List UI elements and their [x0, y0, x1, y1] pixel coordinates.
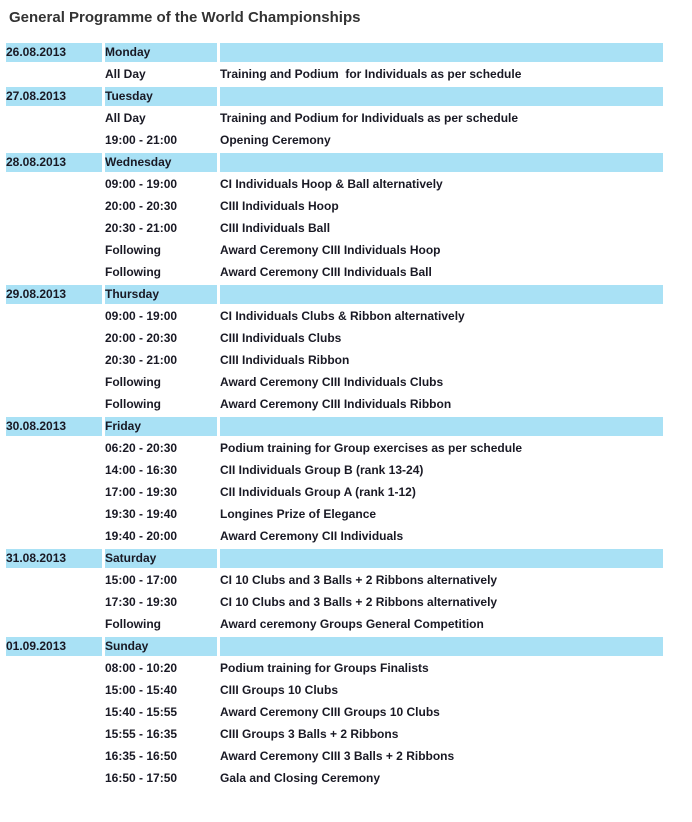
time-cell: 17:30 - 19:30	[105, 595, 178, 609]
event-row	[6, 131, 663, 150]
date-cell: 27.08.2013	[6, 87, 102, 106]
time-cell: All Day	[105, 67, 146, 81]
day-header-row	[6, 285, 663, 304]
event-row	[6, 505, 663, 524]
day-cell: Saturday	[105, 549, 217, 568]
date-cell: 26.08.2013	[6, 43, 102, 62]
empty-date-cell	[6, 747, 102, 766]
day-cell: Monday	[105, 43, 217, 62]
empty-date-cell	[6, 65, 102, 84]
event-row	[6, 747, 663, 766]
day-spacer-cell	[220, 285, 663, 304]
time-cell: 09:00 - 19:00	[105, 309, 178, 323]
empty-date-cell	[6, 263, 102, 282]
day-header-row	[6, 87, 663, 106]
empty-date-cell	[6, 615, 102, 634]
event-row	[6, 241, 663, 260]
programme-schedule-table	[3, 40, 666, 791]
day-cell: Tuesday	[105, 87, 217, 106]
event-row	[6, 395, 663, 414]
time-cell: 17:00 - 19:30	[105, 485, 178, 499]
time-cell: 15:00 - 15:40	[105, 683, 178, 697]
time-cell: 20:00 - 20:30	[105, 331, 178, 345]
event-row	[6, 197, 663, 216]
event-row	[6, 351, 663, 370]
description-cell: Longines Prize of Elegance	[220, 507, 377, 521]
event-row	[6, 725, 663, 744]
description-cell: Award Ceremony CIII Groups 10 Clubs	[220, 705, 440, 719]
empty-date-cell	[6, 571, 102, 590]
day-spacer-cell	[220, 87, 663, 106]
date-cell: 28.08.2013	[6, 153, 102, 172]
event-row	[6, 681, 663, 700]
time-cell: 19:30 - 19:40	[105, 507, 178, 521]
event-row	[6, 527, 663, 546]
description-cell: Award Ceremony CII Individuals	[220, 529, 404, 543]
event-row	[6, 483, 663, 502]
event-row	[6, 439, 663, 458]
event-row	[6, 65, 663, 84]
description-cell: CI 10 Clubs and 3 Balls + 2 Ribbons alternatively	[220, 595, 498, 609]
empty-date-cell	[6, 175, 102, 194]
time-cell: 09:00 - 19:00	[105, 177, 178, 191]
time-cell: 16:50 - 17:50	[105, 771, 178, 785]
description-cell: CI 10 Clubs and 3 Balls + 2 Ribbons alternatively	[220, 573, 498, 587]
time-cell: 20:30 - 21:00	[105, 353, 178, 367]
description-cell: CI Individuals Hoop & Ball alternatively	[220, 177, 443, 191]
time-cell: 16:35 - 16:50	[105, 749, 178, 763]
description-cell: CIII Individuals Ribbon	[220, 353, 350, 367]
empty-date-cell	[6, 505, 102, 524]
date-cell: 29.08.2013	[6, 285, 102, 304]
description-cell: Award Ceremony CIII 3 Balls + 2 Ribbons	[220, 749, 455, 763]
date-cell: 30.08.2013	[6, 417, 102, 436]
event-row	[6, 263, 663, 282]
description-cell: Award Ceremony CIII Individuals Ball	[220, 265, 432, 279]
description-cell: CIII Groups 10 Clubs	[220, 683, 339, 697]
event-row	[6, 593, 663, 612]
time-cell: 20:00 - 20:30	[105, 199, 178, 213]
description-cell: CIII Individuals Hoop	[220, 199, 339, 213]
time-cell: 06:20 - 20:30	[105, 441, 178, 455]
event-row	[6, 175, 663, 194]
event-row	[6, 109, 663, 128]
description-cell: Training and Podium for Individuals as per schedule	[220, 67, 522, 81]
description-cell: CIII Individuals Ball	[220, 221, 331, 235]
time-cell: 14:00 - 16:30	[105, 463, 178, 477]
time-cell: 15:55 - 16:35	[105, 727, 178, 741]
time-cell: Following	[105, 265, 161, 279]
event-row	[6, 373, 663, 392]
date-cell: 01.09.2013	[6, 637, 102, 656]
day-spacer-cell	[220, 549, 663, 568]
day-cell: Wednesday	[105, 153, 217, 172]
empty-date-cell	[6, 395, 102, 414]
day-header-row	[6, 417, 663, 436]
day-header-row	[6, 43, 663, 62]
empty-date-cell	[6, 109, 102, 128]
description-cell: Award Ceremony CIII Individuals Clubs	[220, 375, 444, 389]
event-row	[6, 307, 663, 326]
description-cell: Training and Podium for Individuals as per schedule	[220, 111, 519, 125]
empty-date-cell	[6, 131, 102, 150]
empty-date-cell	[6, 461, 102, 480]
time-cell: 15:40 - 15:55	[105, 705, 178, 719]
day-header-row	[6, 549, 663, 568]
day-cell: Thursday	[105, 285, 217, 304]
empty-date-cell	[6, 351, 102, 370]
empty-date-cell	[6, 593, 102, 612]
description-cell: Award Ceremony CIII Individuals Hoop	[220, 243, 441, 257]
empty-date-cell	[6, 197, 102, 216]
description-cell: Opening Ceremony	[220, 133, 331, 147]
day-spacer-cell	[220, 417, 663, 436]
empty-date-cell	[6, 681, 102, 700]
page-title: General Programme of the World Championships	[9, 9, 361, 26]
event-row	[6, 329, 663, 348]
event-row	[6, 571, 663, 590]
empty-date-cell	[6, 373, 102, 392]
description-cell: Podium training for Groups Finalists	[220, 661, 429, 675]
time-cell: 08:00 - 10:20	[105, 661, 178, 675]
day-cell: Sunday	[105, 637, 217, 656]
schedule-table-body	[6, 43, 663, 788]
empty-date-cell	[6, 219, 102, 238]
empty-date-cell	[6, 527, 102, 546]
event-row	[6, 461, 663, 480]
empty-date-cell	[6, 439, 102, 458]
empty-date-cell	[6, 725, 102, 744]
description-cell: Award Ceremony CIII Individuals Ribbon	[220, 397, 452, 411]
event-row	[6, 703, 663, 722]
empty-date-cell	[6, 659, 102, 678]
empty-date-cell	[6, 329, 102, 348]
time-cell: Following	[105, 617, 161, 631]
day-spacer-cell	[220, 43, 663, 62]
description-cell: CIII Groups 3 Balls + 2 Ribbons	[220, 727, 399, 741]
description-cell: CII Individuals Group A (rank 1-12)	[220, 485, 416, 499]
day-cell: Friday	[105, 417, 217, 436]
time-cell: Following	[105, 243, 161, 257]
day-header-row	[6, 153, 663, 172]
time-cell: 19:40 - 20:00	[105, 529, 178, 543]
event-row	[6, 615, 663, 634]
description-cell: Gala and Closing Ceremony	[220, 771, 381, 785]
description-cell: Podium training for Group exercises as per schedule	[220, 441, 523, 455]
day-header-row	[6, 637, 663, 656]
day-spacer-cell	[220, 637, 663, 656]
time-cell: 20:30 - 21:00	[105, 221, 178, 235]
event-row	[6, 659, 663, 678]
day-spacer-cell	[220, 153, 663, 172]
time-cell: 15:00 - 17:00	[105, 573, 178, 587]
event-row	[6, 769, 663, 788]
time-cell: Following	[105, 397, 161, 411]
time-cell: 19:00 - 21:00	[105, 133, 178, 147]
date-cell: 31.08.2013	[6, 549, 102, 568]
empty-date-cell	[6, 483, 102, 502]
event-row	[6, 219, 663, 238]
description-cell: CII Individuals Group B (rank 13-24)	[220, 463, 424, 477]
description-cell: Award ceremony Groups General Competition	[220, 617, 484, 631]
empty-date-cell	[6, 241, 102, 260]
description-cell: CI Individuals Clubs & Ribbon alternatively	[220, 309, 465, 323]
empty-date-cell	[6, 307, 102, 326]
empty-date-cell	[6, 769, 102, 788]
time-cell: All Day	[105, 111, 146, 125]
empty-date-cell	[6, 703, 102, 722]
description-cell: CIII Individuals Clubs	[220, 331, 342, 345]
time-cell: Following	[105, 375, 161, 389]
